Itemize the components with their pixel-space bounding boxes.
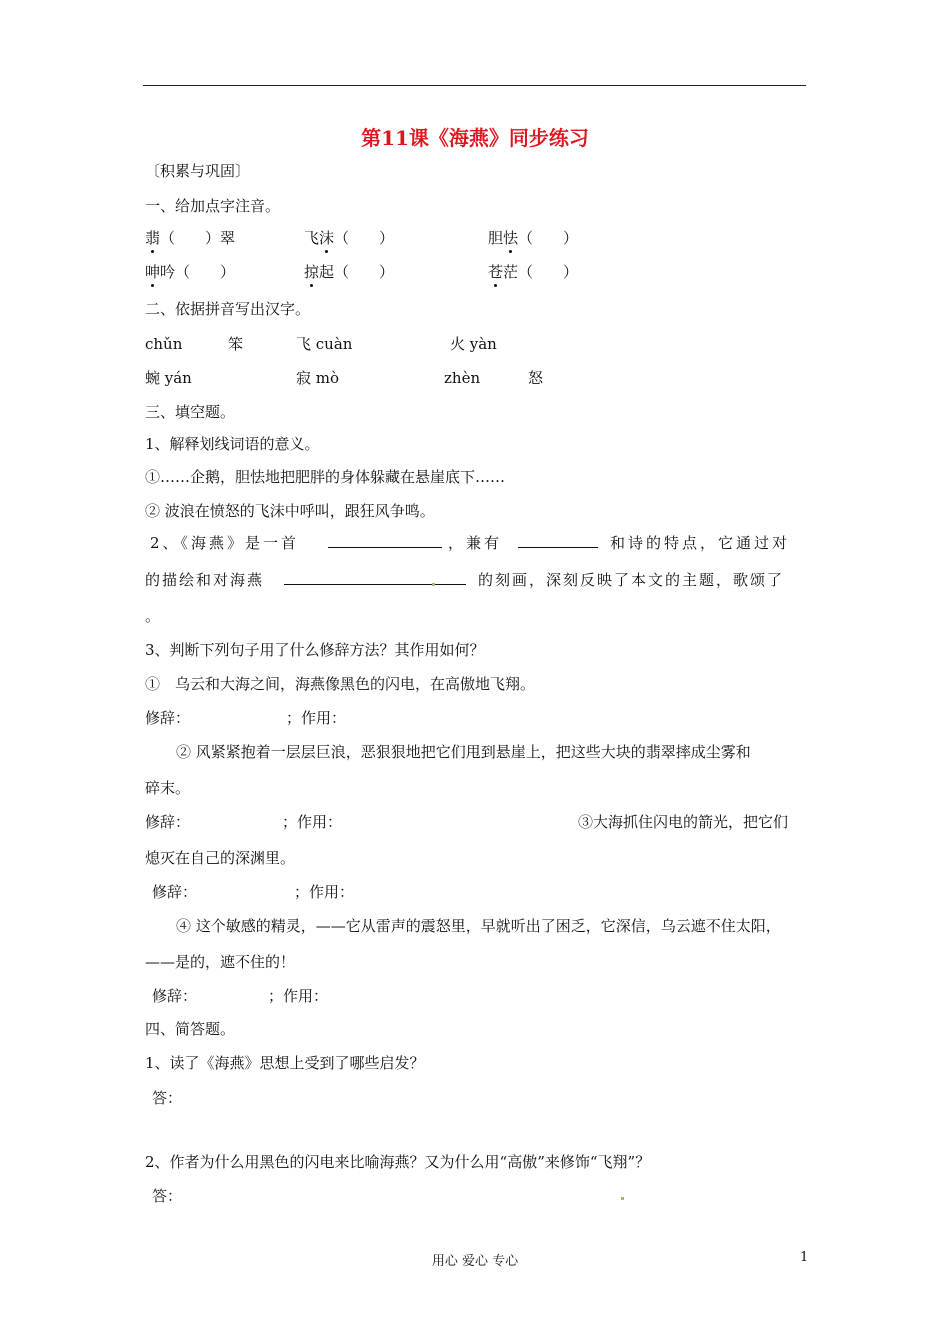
effect-label-1: ；作用： <box>286 709 347 727</box>
q1-item-4: 呻吟（ ） <box>145 263 236 281</box>
q2-item-2: 笨 <box>228 335 244 353</box>
rhetoric-label-3: 修辞： <box>152 883 198 901</box>
q3-sub2-part4: 的描绘和对海燕 <box>145 571 265 589</box>
effect-label-2: ；作用： <box>282 813 343 831</box>
effect-label-4: ；作用： <box>268 987 329 1005</box>
q3-sub2-part6: 。 <box>145 607 161 625</box>
page-number: 1 <box>800 1250 809 1265</box>
q2-item-7: zhèn <box>444 369 481 387</box>
answer-label-2: 答： <box>152 1187 183 1205</box>
q3-sub2-part5: 的刻画，深刻反映了本文的主题，歌颂了 <box>478 571 785 589</box>
q2-item-6: 寂 mò <box>296 369 340 387</box>
footer-text: 用心 爱心 专心 <box>431 1254 519 1269</box>
q3-sub3: 3、判断下列句子用了什么修辞方法？其作用如何？ <box>145 641 485 659</box>
q2-item-1: chǔn <box>145 335 183 353</box>
q4-sub1: 1、读了《海燕》思想上受到了哪些启发？ <box>145 1054 425 1072</box>
q3-item-2-cont: 碎末。 <box>145 779 191 797</box>
blank-feature[interactable] <box>518 533 598 548</box>
blank-image[interactable] <box>284 570 466 585</box>
effect-label-3: ；作用： <box>294 883 355 901</box>
answer-label-1: 答： <box>152 1089 183 1107</box>
rhetoric-label-2: 修辞： <box>145 813 191 831</box>
q2-item-3: 飞 cuàn <box>296 335 353 353</box>
section-tag: 〔积累与巩固〕 <box>145 162 251 180</box>
header-rule <box>143 85 806 86</box>
rhetoric-label-4: 修辞： <box>152 987 198 1005</box>
q3-item-3-cont: 熄灭在自己的深渊里。 <box>145 849 296 867</box>
q1-heading: 一、给加点字注音。 <box>145 197 281 215</box>
q2-item-8: 怒 <box>528 369 544 387</box>
scan-speck <box>432 583 435 586</box>
q2-heading: 二、依据拼音写出汉字。 <box>145 300 311 318</box>
q1-item-3: 胆怯（ ） <box>488 229 579 247</box>
q1-item-5: 掠起（ ） <box>304 263 395 281</box>
q4-sub2: 2、作者为什么用黑色的闪电来比喻海燕？又为什么用“高傲”来修饰“飞翔”？ <box>145 1153 651 1171</box>
q2-item-5: 蜿 yán <box>145 369 192 387</box>
scan-speck <box>621 1197 624 1200</box>
q3-sub2-part2: ，兼有 <box>448 534 503 552</box>
q3-heading: 三、填空题。 <box>145 403 236 421</box>
q3-sub2-part3: 和诗的特点，它通过对 <box>610 534 791 552</box>
q3-sub1-b: ② 波浪在愤怒的飞沫中呼叫，跟狂风争鸣。 <box>145 502 435 520</box>
q1-item-1: 翡（ ）翠 <box>145 229 236 247</box>
blank-genre[interactable] <box>328 533 442 548</box>
q3-item-4: ④ 这个敏感的精灵，——它从雷声的震怒里，早就听出了困乏，它深信，乌云遮不住太阳， <box>176 917 781 935</box>
rhetoric-label-1: 修辞： <box>145 709 191 727</box>
q3-sub1-a: ①……企鹅，胆怯地把肥胖的身体躲藏在悬崖底下…… <box>145 468 506 486</box>
q3-sub2-part1: 2、《海燕》是一首 <box>150 534 300 552</box>
q2-item-4: 火 yàn <box>450 335 497 353</box>
q3-item-1: ① 乌云和大海之间，海燕像黑色的闪电，在高傲地飞翔。 <box>145 675 536 693</box>
q3-item-4-cont: ——是的，遮不住的！ <box>145 953 296 971</box>
q3-item-3: ③大海抓住闪电的箭光，把它们 <box>578 813 789 831</box>
q3-sub1: 1、解释划线词语的意义。 <box>145 435 320 453</box>
page-title: 第11课《海燕》同步练习 <box>361 126 589 150</box>
q3-item-2: ② 风紧紧抱着一层层巨浪，恶狠狠地把它们甩到悬崖上，把这些大块的翡翠摔成尘雾和 <box>176 743 751 761</box>
q1-item-6: 苍茫（ ） <box>488 263 579 281</box>
q1-item-2: 飞沫（ ） <box>304 229 395 247</box>
q4-heading: 四、简答题。 <box>145 1020 236 1038</box>
